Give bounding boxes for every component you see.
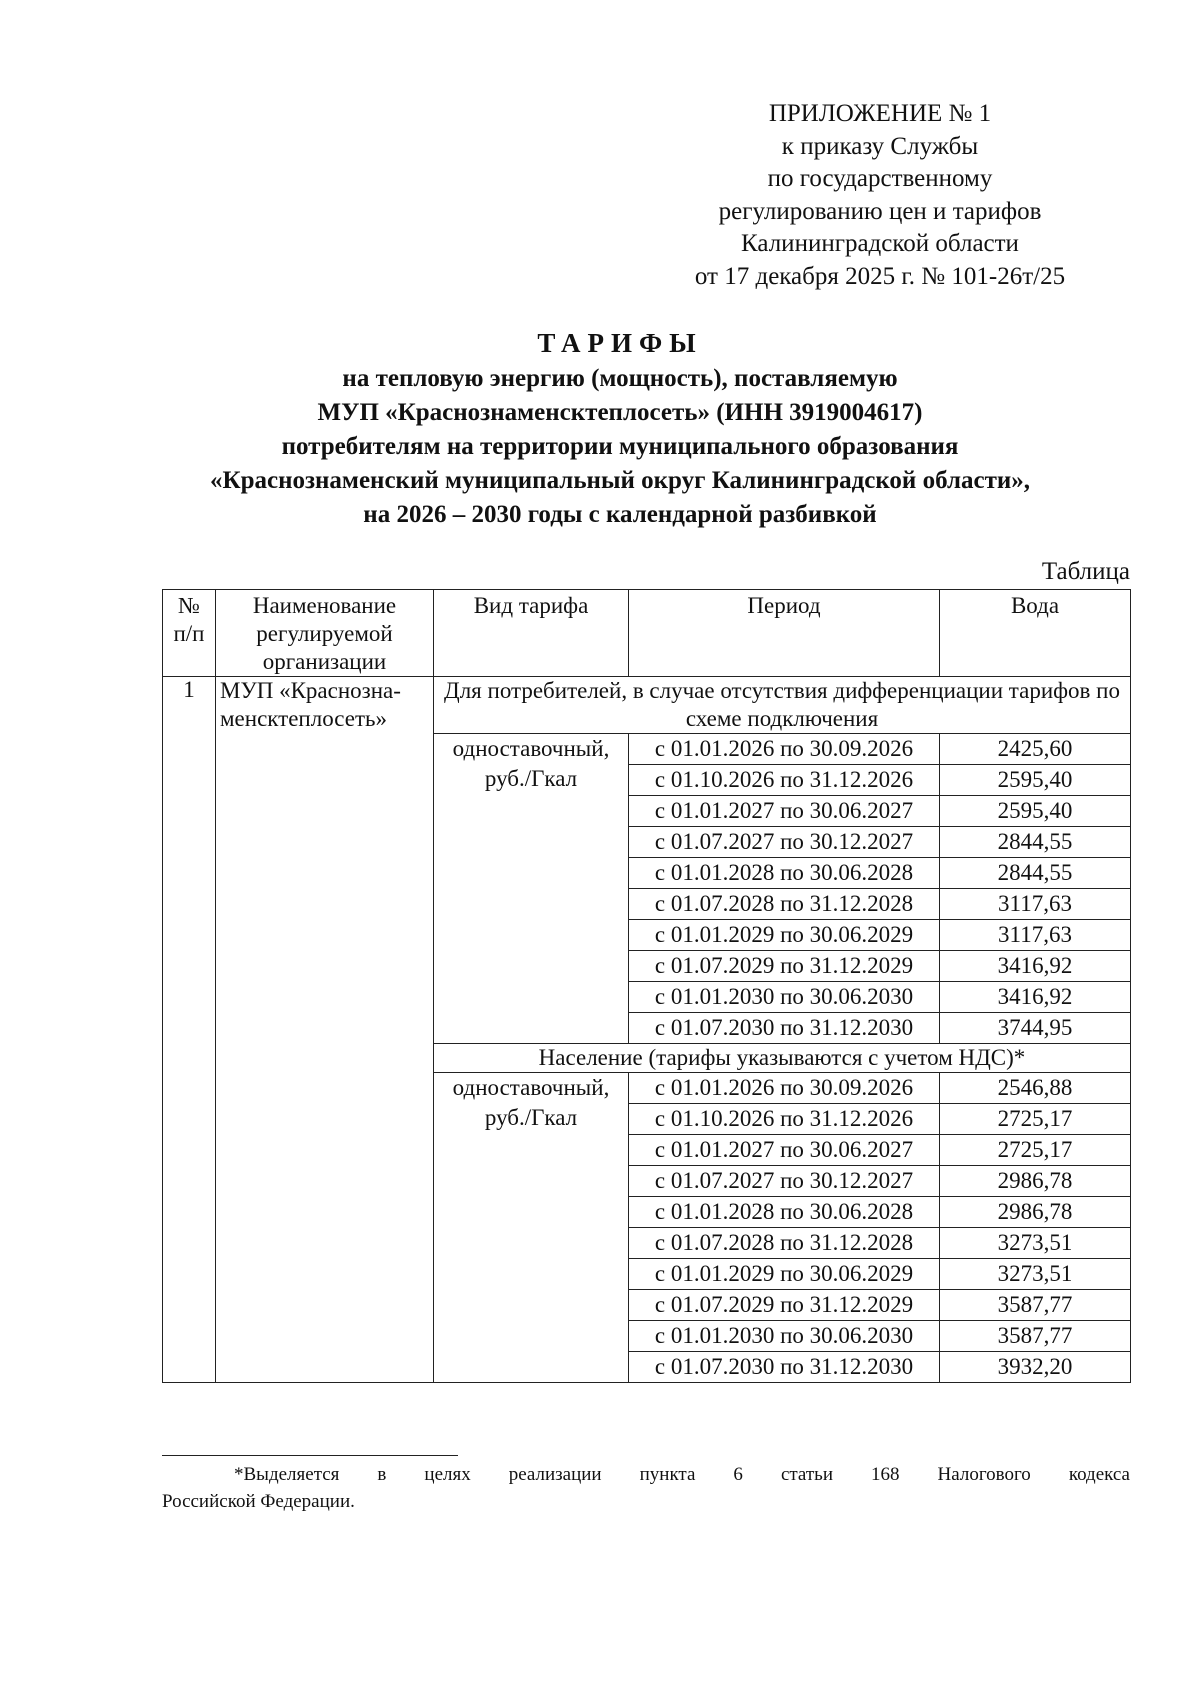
tariff-value-cell: 2425,60 <box>940 734 1131 765</box>
tariff-value-cell: 2844,55 <box>940 827 1131 858</box>
tariff-value-cell: 3416,92 <box>940 982 1131 1013</box>
tariff-value-cell: 2986,78 <box>940 1197 1131 1228</box>
tariff-value-cell: 3117,63 <box>940 920 1131 951</box>
period-cell: с 01.07.2029 по 31.12.2029 <box>629 951 940 982</box>
period-cell: с 01.01.2028 по 30.06.2028 <box>629 858 940 889</box>
header-tariff-type: Вид тарифа <box>434 590 629 677</box>
tariff-table <box>162 589 1131 1383</box>
period-cell: с 01.07.2028 по 31.12.2028 <box>629 1228 940 1259</box>
title-heading: ТАРИФЫ <box>537 328 703 358</box>
row-number-cell: 1 <box>163 677 216 1383</box>
period-cell: с 01.01.2030 по 30.06.2030 <box>629 1321 940 1352</box>
tariff-value-cell: 2595,40 <box>940 796 1131 827</box>
header-water: Вода <box>940 590 1131 677</box>
period-cell: с 01.07.2029 по 31.12.2029 <box>629 1290 940 1321</box>
period-cell: с 01.07.2027 по 30.12.2027 <box>629 1166 940 1197</box>
period-cell: с 01.01.2030 по 30.06.2030 <box>629 982 940 1013</box>
period-cell: с 01.01.2027 по 30.06.2027 <box>629 796 940 827</box>
tariff-type-cell: одноставочный, руб./Гкал <box>434 734 629 1044</box>
appendix-line: к приказу Службы <box>781 132 979 160</box>
period-cell: с 01.07.2028 по 31.12.2028 <box>629 889 940 920</box>
header-organization: Наименование регулируемой организации <box>216 590 434 677</box>
tariff-value-cell: 2986,78 <box>940 1166 1131 1197</box>
title-line: «Краснознаменский муниципальный округ Калининградской области», <box>209 467 1031 494</box>
tariff-value-cell: 2595,40 <box>940 765 1131 796</box>
tariff-value-cell: 3587,77 <box>940 1290 1131 1321</box>
tariff-table-body <box>163 677 1131 1383</box>
tariff-value-cell: 3932,20 <box>940 1352 1131 1383</box>
tariff-value-cell: 2844,55 <box>940 858 1131 889</box>
title-line: на 2026 – 2030 годы с календарной разбивкой <box>363 501 877 528</box>
tariff-value-cell: 3416,92 <box>940 951 1131 982</box>
footnote-line: Российской Федерации. <box>162 1491 355 1512</box>
document-title <box>120 326 1120 532</box>
appendix-block <box>640 98 1120 293</box>
tariff-value-cell: 2725,17 <box>940 1135 1131 1166</box>
tariff-value-cell: 3273,51 <box>940 1259 1131 1290</box>
period-cell: с 01.01.2026 по 30.09.2026 <box>629 734 940 765</box>
period-cell: с 01.01.2028 по 30.06.2028 <box>629 1197 940 1228</box>
table-label: Таблица <box>1041 558 1130 585</box>
table-header-row <box>163 590 1131 677</box>
title-line: МУП «Краснознаменсктеплосеть» (ИНН 3919004617) <box>317 399 923 426</box>
period-cell: с 01.07.2030 по 31.12.2030 <box>629 1013 940 1044</box>
tariff-value-cell: 2725,17 <box>940 1104 1131 1135</box>
period-cell: с 01.07.2027 по 30.12.2027 <box>629 827 940 858</box>
section-title-cell: Для потребителей, в случае отсутствия дифференциации тарифов по схеме подключения <box>434 677 1131 734</box>
footnote-line: *Выделяется в целях реализации пункта 6 статьи 168 Налогового кодекса <box>234 1464 1130 1485</box>
period-cell: с 01.01.2029 по 30.06.2029 <box>629 920 940 951</box>
title-line: потребителям на территории муниципального образования <box>281 433 959 460</box>
footnote <box>162 1461 1130 1515</box>
period-cell: с 01.10.2026 по 31.12.2026 <box>629 765 940 796</box>
period-cell: с 01.01.2026 по 30.09.2026 <box>629 1073 940 1104</box>
appendix-line: ПРИЛОЖЕНИЕ № 1 <box>768 100 992 127</box>
appendix-line: регулированию цен и тарифов <box>718 197 1042 225</box>
period-cell: с 01.10.2026 по 31.12.2026 <box>629 1104 940 1135</box>
tariff-value-cell: 3744,95 <box>940 1013 1131 1044</box>
header-period: Период <box>629 590 940 677</box>
tariff-type-cell: одноставочный, руб./Гкал <box>434 1073 629 1383</box>
appendix-line: по государственному <box>767 165 993 192</box>
period-cell: с 01.01.2029 по 30.06.2029 <box>629 1259 940 1290</box>
section-title-cell: Население (тарифы указываются с учетом НДС)* <box>434 1044 1131 1073</box>
period-cell: с 01.07.2030 по 31.12.2030 <box>629 1352 940 1383</box>
organization-cell: МУП «Краснозна-менсктеплосеть» <box>216 677 434 1383</box>
tariff-value-cell: 3587,77 <box>940 1321 1131 1352</box>
period-cell: с 01.01.2027 по 30.06.2027 <box>629 1135 940 1166</box>
tariff-value-cell: 3117,63 <box>940 889 1131 920</box>
header-num: № п/п <box>163 590 216 677</box>
tariff-value-cell: 3273,51 <box>940 1228 1131 1259</box>
section-row <box>163 677 1131 734</box>
title-line: на тепловую энергию (мощность), поставляемую <box>342 365 898 392</box>
tariff-value-cell: 2546,88 <box>940 1073 1131 1104</box>
appendix-line: Калининградской области <box>741 230 1019 257</box>
footnote-divider <box>162 1455 458 1456</box>
appendix-line: от 17 декабря 2025 г. № 101-26т/25 <box>694 262 1066 290</box>
